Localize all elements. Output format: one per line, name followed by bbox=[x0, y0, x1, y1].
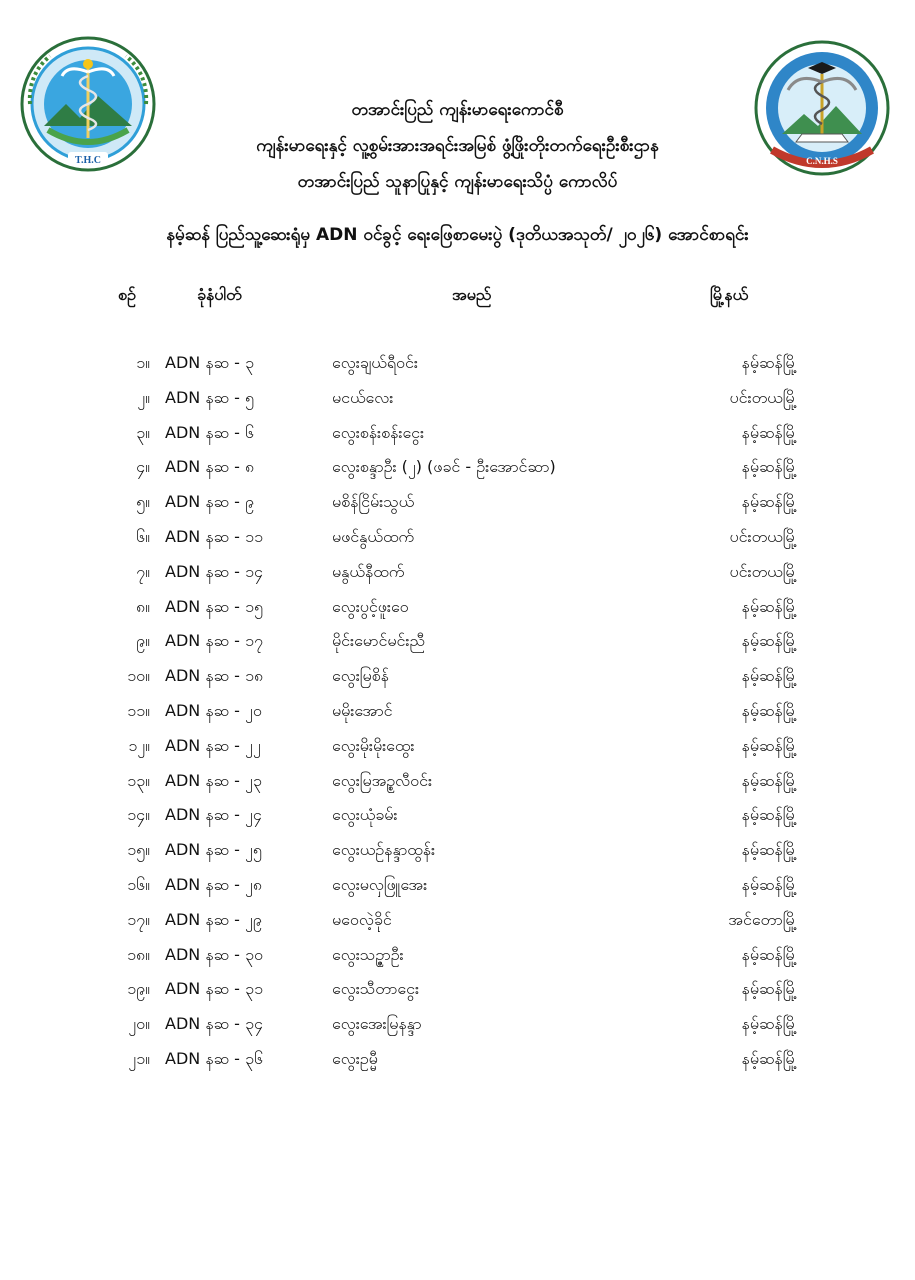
candidate-name: မနွယ်နီထက် bbox=[332, 561, 405, 581]
row-number: ၂၁။ bbox=[128, 1048, 150, 1068]
row-number: ၁။ bbox=[136, 353, 150, 372]
row-number: ၁၄။ bbox=[127, 805, 150, 825]
township: နမ့်ဆန်မြို့ bbox=[741, 840, 797, 860]
candidate-name: လွေးယုံခမ်း bbox=[332, 805, 398, 825]
township: နမ့်ဆန်မြို့ bbox=[741, 353, 797, 372]
table-header bbox=[0, 284, 915, 314]
candidate-name: မဖင်နွယ်ထက် bbox=[332, 526, 415, 546]
row-number: ၇။ bbox=[136, 561, 150, 581]
header-line-council: တအာင်းပြည် ကျန်းမာရေးကောင်စီ bbox=[351, 100, 564, 120]
township: နမ့်ဆန်မြို့ bbox=[741, 631, 797, 651]
roll-number: ADN နဆ - ၁၄ bbox=[165, 561, 264, 581]
results-title: နမ့်ဆန် ပြည်သူ့ဆေးရုံမှ ADN ဝင်ခွင့် ရေးဖြေစာမေးပွဲ (ဒုတိယအသုတ်/ ၂၀၂၆) အောင်စာရင်း bbox=[166, 225, 749, 245]
column-header-name: အမည် bbox=[452, 285, 492, 304]
township: ပင်းတယမြို့ bbox=[729, 526, 797, 546]
row-number: ၃။ bbox=[136, 422, 150, 442]
candidate-name: မမိုးအောင် bbox=[332, 700, 393, 720]
row-number: ၉။ bbox=[136, 631, 150, 651]
cnhs-logo bbox=[752, 38, 892, 178]
row-number: ၁၈။ bbox=[127, 944, 150, 964]
table-row bbox=[0, 630, 915, 665]
candidate-name: လွေးအေးမြနန္ဒာ bbox=[332, 1014, 422, 1034]
township: နမ့်ဆန်မြို့ bbox=[741, 874, 797, 894]
candidate-name: လွေးသီတာငွေး bbox=[332, 979, 419, 999]
table-row bbox=[0, 1013, 915, 1048]
roll-number: ADN နဆ - ၁၈ bbox=[165, 666, 264, 686]
table-row bbox=[0, 387, 915, 422]
township: နမ့်ဆန်မြို့ bbox=[741, 1048, 797, 1068]
table-row bbox=[0, 978, 915, 1013]
candidate-name: လွေးသဥ္ဇာဦး bbox=[332, 944, 404, 964]
results-table bbox=[0, 352, 915, 1083]
row-number: ၁၆။ bbox=[127, 874, 150, 894]
table-row bbox=[0, 456, 915, 491]
roll-number: ADN နဆ - ၃၁ bbox=[165, 979, 264, 999]
roll-number: ADN နဆ - ၂၅ bbox=[165, 840, 262, 860]
thc-logo-abbr: T.H.C bbox=[75, 155, 101, 166]
roll-number: ADN နဆ - ၁၇ bbox=[165, 631, 264, 651]
row-number: ၁၇။ bbox=[127, 909, 150, 929]
table-row bbox=[0, 352, 915, 387]
row-number: ၈။ bbox=[136, 596, 150, 616]
thc-logo bbox=[18, 34, 158, 174]
candidate-name: မိုင်းမောင်မင်းညီ bbox=[332, 631, 425, 651]
candidate-name: လွေးချယ်ရီဝင်း bbox=[332, 353, 418, 372]
candidate-name: မစိန်ငြိမ်းသွယ် bbox=[332, 492, 415, 512]
township: နမ့်ဆန်မြို့ bbox=[741, 944, 797, 964]
candidate-name: မငယ်လေး bbox=[332, 387, 394, 407]
table-row bbox=[0, 735, 915, 770]
roll-number: ADN နဆ - ၃ bbox=[165, 353, 255, 372]
row-number: ၅။ bbox=[136, 492, 150, 512]
roll-number: ADN နဆ - ၃၆ bbox=[165, 1048, 264, 1068]
candidate-name: လွေးပွင့်ဖူးဝေ bbox=[332, 596, 409, 616]
roll-number: ADN နဆ - ၃၀ bbox=[165, 944, 264, 964]
roll-number: ADN နဆ - ၁၁ bbox=[165, 526, 264, 546]
column-header-township: မြို့နယ် bbox=[710, 285, 749, 304]
roll-number: ADN နဆ - ၂၂ bbox=[165, 735, 261, 755]
row-number: ၁၀။ bbox=[127, 666, 150, 686]
document-header bbox=[150, 92, 765, 200]
township: နမ့်ဆန်မြို့ bbox=[741, 666, 797, 686]
cnhs-logo-abbr: C.N.H.S bbox=[806, 156, 838, 166]
township: နမ့်ဆန်မြို့ bbox=[741, 805, 797, 825]
roll-number: ADN နဆ - ၆ bbox=[165, 422, 255, 442]
row-number: ၄။ bbox=[136, 457, 150, 477]
table-row bbox=[0, 561, 915, 596]
township: နမ့်ဆန်မြို့ bbox=[741, 979, 797, 999]
township: နမ့်ဆန်မြို့ bbox=[741, 1014, 797, 1034]
roll-number: ADN နဆ - ၂၃ bbox=[165, 770, 262, 790]
township: နမ့်ဆန်မြို့ bbox=[741, 700, 797, 720]
column-header-no: စဉ် bbox=[118, 285, 136, 304]
candidate-name: လွေးမလှဖြူအေး bbox=[332, 874, 428, 894]
row-number: ၁၉။ bbox=[127, 979, 150, 999]
row-number: ၁၅။ bbox=[127, 840, 150, 860]
candidate-name: လွေးယဉ်နန္ဒာထွန်း bbox=[332, 840, 436, 860]
table-row bbox=[0, 596, 915, 631]
roll-number: ADN နဆ - ၂၉ bbox=[165, 909, 262, 929]
candidate-name: လွေးမြအဥ္စလီဝင်း bbox=[332, 770, 433, 790]
township: နမ့်ဆန်မြို့ bbox=[741, 770, 797, 790]
table-row bbox=[0, 700, 915, 735]
header-line-college: တအာင်းပြည် သူနာပြုနှင့် ကျန်းမာရေးသိပ္ပံ ကောလိပ် bbox=[297, 172, 618, 192]
roll-number: ADN နဆ - ၂၀ bbox=[165, 700, 262, 720]
township: နမ့်ဆန်မြို့ bbox=[741, 735, 797, 755]
candidate-name: လွေးမြစိန် bbox=[332, 666, 389, 686]
township: နမ့်ဆန်မြို့ bbox=[741, 422, 797, 442]
candidate-name: မဝေလဲ့ခိုင် bbox=[332, 909, 392, 929]
header-line-department: ကျန်းမာရေးနှင့် လူ့စွမ်းအားအရင်းအမြစ် ဖွံ့ဖြိုးတိုးတက်ရေးဦးစီးဌာန bbox=[256, 136, 659, 156]
row-number: ၁၂။ bbox=[128, 735, 150, 755]
row-number: ၂၀။ bbox=[128, 1014, 150, 1034]
row-number: ၁၁။ bbox=[127, 700, 150, 720]
candidate-name: လွေးဥမ္မီ bbox=[332, 1048, 378, 1068]
table-row bbox=[0, 422, 915, 457]
row-number: ၆။ bbox=[136, 526, 150, 546]
township: နမ့်ဆန်မြို့ bbox=[741, 492, 797, 512]
table-row bbox=[0, 1048, 915, 1083]
roll-number: ADN နဆ - ၂၈ bbox=[165, 874, 263, 894]
candidate-name: လွေးမိုးမိုးထွေး bbox=[332, 735, 415, 755]
table-row bbox=[0, 839, 915, 874]
roll-number: ADN နဆ - ၅ bbox=[165, 387, 255, 407]
table-row bbox=[0, 491, 915, 526]
township: နမ့်ဆန်မြို့ bbox=[741, 596, 797, 616]
candidate-name: လွေးစန္ဒာဦး (၂) (ဖခင် - ဦးအောင်ဆာ) bbox=[332, 457, 556, 477]
row-number: ၁၃။ bbox=[127, 770, 150, 790]
township: နမ့်ဆန်မြို့ bbox=[741, 457, 797, 477]
column-header-roll: ခုံနံပါတ် bbox=[197, 285, 242, 304]
roll-number: ADN နဆ - ၃၄ bbox=[165, 1014, 264, 1034]
table-row bbox=[0, 665, 915, 700]
table-row bbox=[0, 874, 915, 909]
table-row bbox=[0, 770, 915, 805]
table-row bbox=[0, 909, 915, 944]
roll-number: ADN နဆ - ၉ bbox=[165, 492, 255, 512]
township: ပင်းတယမြို့ bbox=[729, 561, 797, 581]
roll-number: ADN နဆ - ၈ bbox=[165, 457, 255, 477]
township: အင်တောမြို့ bbox=[728, 909, 797, 929]
table-row bbox=[0, 804, 915, 839]
table-row bbox=[0, 526, 915, 561]
table-row bbox=[0, 944, 915, 979]
candidate-name: လွေးစန်းစန်းငွေး bbox=[332, 422, 425, 442]
roll-number: ADN နဆ - ၁၅ bbox=[165, 596, 264, 616]
township: ပင်းတယမြို့ bbox=[729, 387, 797, 407]
roll-number: ADN နဆ - ၂၄ bbox=[165, 805, 262, 825]
row-number: ၂။ bbox=[137, 387, 150, 407]
